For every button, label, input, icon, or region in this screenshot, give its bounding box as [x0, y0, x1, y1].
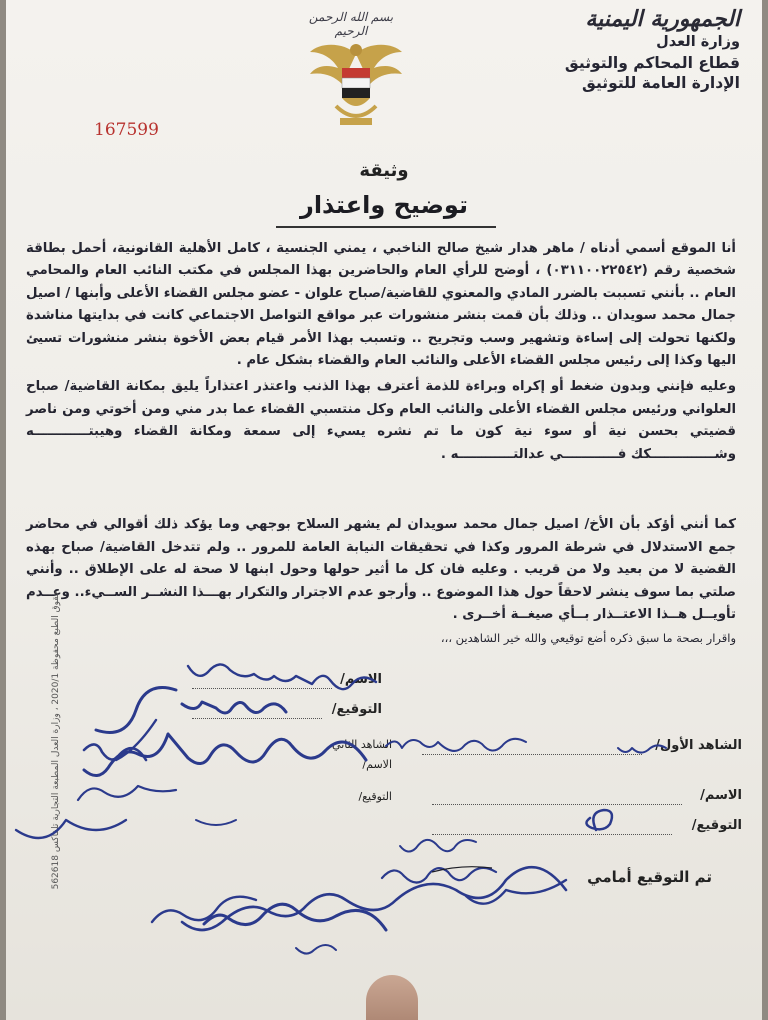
statement-continued: [26, 514, 736, 650]
handwriting-overlay: [6, 0, 762, 1020]
witness1-name-line: [432, 804, 682, 805]
signed-before-label: تم التوقيع أمامي: [587, 868, 712, 886]
basmala: بسم الله الرحمن الرحيم: [308, 10, 394, 38]
serial-number: 167599: [94, 120, 159, 140]
document-page: [6, 0, 762, 1020]
paragraph-confirmation: كما أنني أؤكد بأن الأخ/ اصيل جمال محمد سويدان لم يشهر السلاح بوجهي وما يؤكد ذلك أقوالي في محاضر جمع الاستدلال في شرطة المرور وكذا في تحقيقات النيابة العامة للمرور .. ولم تتدخل القاضية/ صباح بهذه القضية لا من بعيد ولا من قريب . وعليه فان كل ما أثير حولها وحول ابنها لا صحة له على الإطلاق .. وأنني صلتي بما سوف ينشر لاحقاً حول هذا الموضوع .. وأرجو عدم الاجترار والتكرار بهـــذا النشــر الســيء.. وعــدم تأويــل هــذا الاعتــذار بــأي صيغــة أخــرى .: [26, 517, 736, 623]
witness2-signature-icon: [84, 734, 366, 776]
signatory-signature-line: [192, 718, 322, 719]
witness2-name-label: الاسم/: [362, 758, 392, 771]
document-title: توضيح واعتذار: [300, 191, 468, 219]
thumb-finger: [366, 975, 418, 1020]
letterhead: [500, 6, 740, 93]
statement-body: [26, 238, 736, 466]
signatory-signature-icon: [182, 702, 286, 713]
witness2-label: الشاهد الثاني: [332, 738, 392, 751]
paragraph-statement: أنا الموقع أسمي أدناه / ماهر هدار شيخ صالح الناخبي ، يمني الجنسية ، كامل الأهلية القانونية، أحمل بطاقة شخصية رقم (٠٣١١٠٠٢٢٥٤٢) ، أوضح للرأي العام والحاضرين بهذا المجلس في مكتب النائب العام والمحامي العام .. بأنني تسببت بالضرر المادي والمعنوي للقاضية/صباح علوان - عضو مجلس القضاء الأعلى وأبنها / اصيل جمال محمد سويدان .. وذلك بأن قمت بنشر منشورات عبر مواقع التواصل الاجتماعي كانت في بدايتها مناشدة ولكنها تحولت إلى إساءة وتشهير وسب وتجريح .. وتسبب بهذا الأمر قيام بعض الأخوة بنشر منشورات تسيئ اليها وكذا إلى رئيس مجلس القضاء الأعلى والنائب العام والقضاء بشكل عام .: [26, 241, 736, 369]
witness2-signature-label: التوقيع/: [358, 790, 392, 803]
witness1-signature-icon: [586, 810, 612, 830]
middle-handwriting-icon: [400, 840, 476, 852]
paragraph-apology: وعليه فإنني وبدون ضغط أو إكراه وبراءة للذمة أعترف بهذا الذنب واعتذر اعتذاراً يليق بمكانة القاضية/ صباح العلواني ورئيس مجلس القضاء الأعلى والنائب العام وكل منتسبي القضاء عما بدر مني ومن أخوتي ومن ناصر قضيتي بحسن نية أو سوء نية كون ما تم نشره يسيء إلى سمعة ومكانة القضاء وهيبتــــــــــــه وشــــــــــــــكك فــــــــــــي عدالتــــــــــــه .: [26, 379, 736, 462]
sector-name: قطاع المحاكم والتوثيق: [564, 53, 740, 72]
signatory-name-line: [192, 688, 332, 689]
printer-side-note: حقوق الطبع محفوظة 2020/1 ، وزارة العدل المطبعة التجارية تلفاكس 562618: [51, 590, 61, 890]
signatory-signature-label: التوقيع/: [331, 702, 382, 717]
witness1-name-label: الاسم/: [700, 788, 742, 803]
paragraph-declaration: واقرار بصحة ما سبق ذكره أضع توقيعي والله خير الشاهدين ،،،: [440, 630, 736, 645]
witness1-handwriting-icon: [386, 739, 526, 751]
signatory-name-label: الاسم/: [340, 672, 382, 687]
republic-name: الجمهورية اليمنية: [585, 6, 740, 32]
bottom-signature-icon: [182, 867, 566, 930]
title-underline: [276, 226, 496, 228]
witness1-label: الشاهد الأول/: [655, 738, 742, 753]
document-label: وثيقة: [359, 160, 409, 181]
witness1-signature-line: [432, 834, 672, 835]
ministry-name: وزارة العدل: [656, 34, 740, 51]
eagle-emblem-icon: [306, 34, 406, 134]
witness1-line: [422, 754, 642, 755]
department-name: الإدارة العامة للتوثيق: [582, 74, 740, 93]
witness1-signature-label: التوقيع/: [691, 818, 742, 833]
